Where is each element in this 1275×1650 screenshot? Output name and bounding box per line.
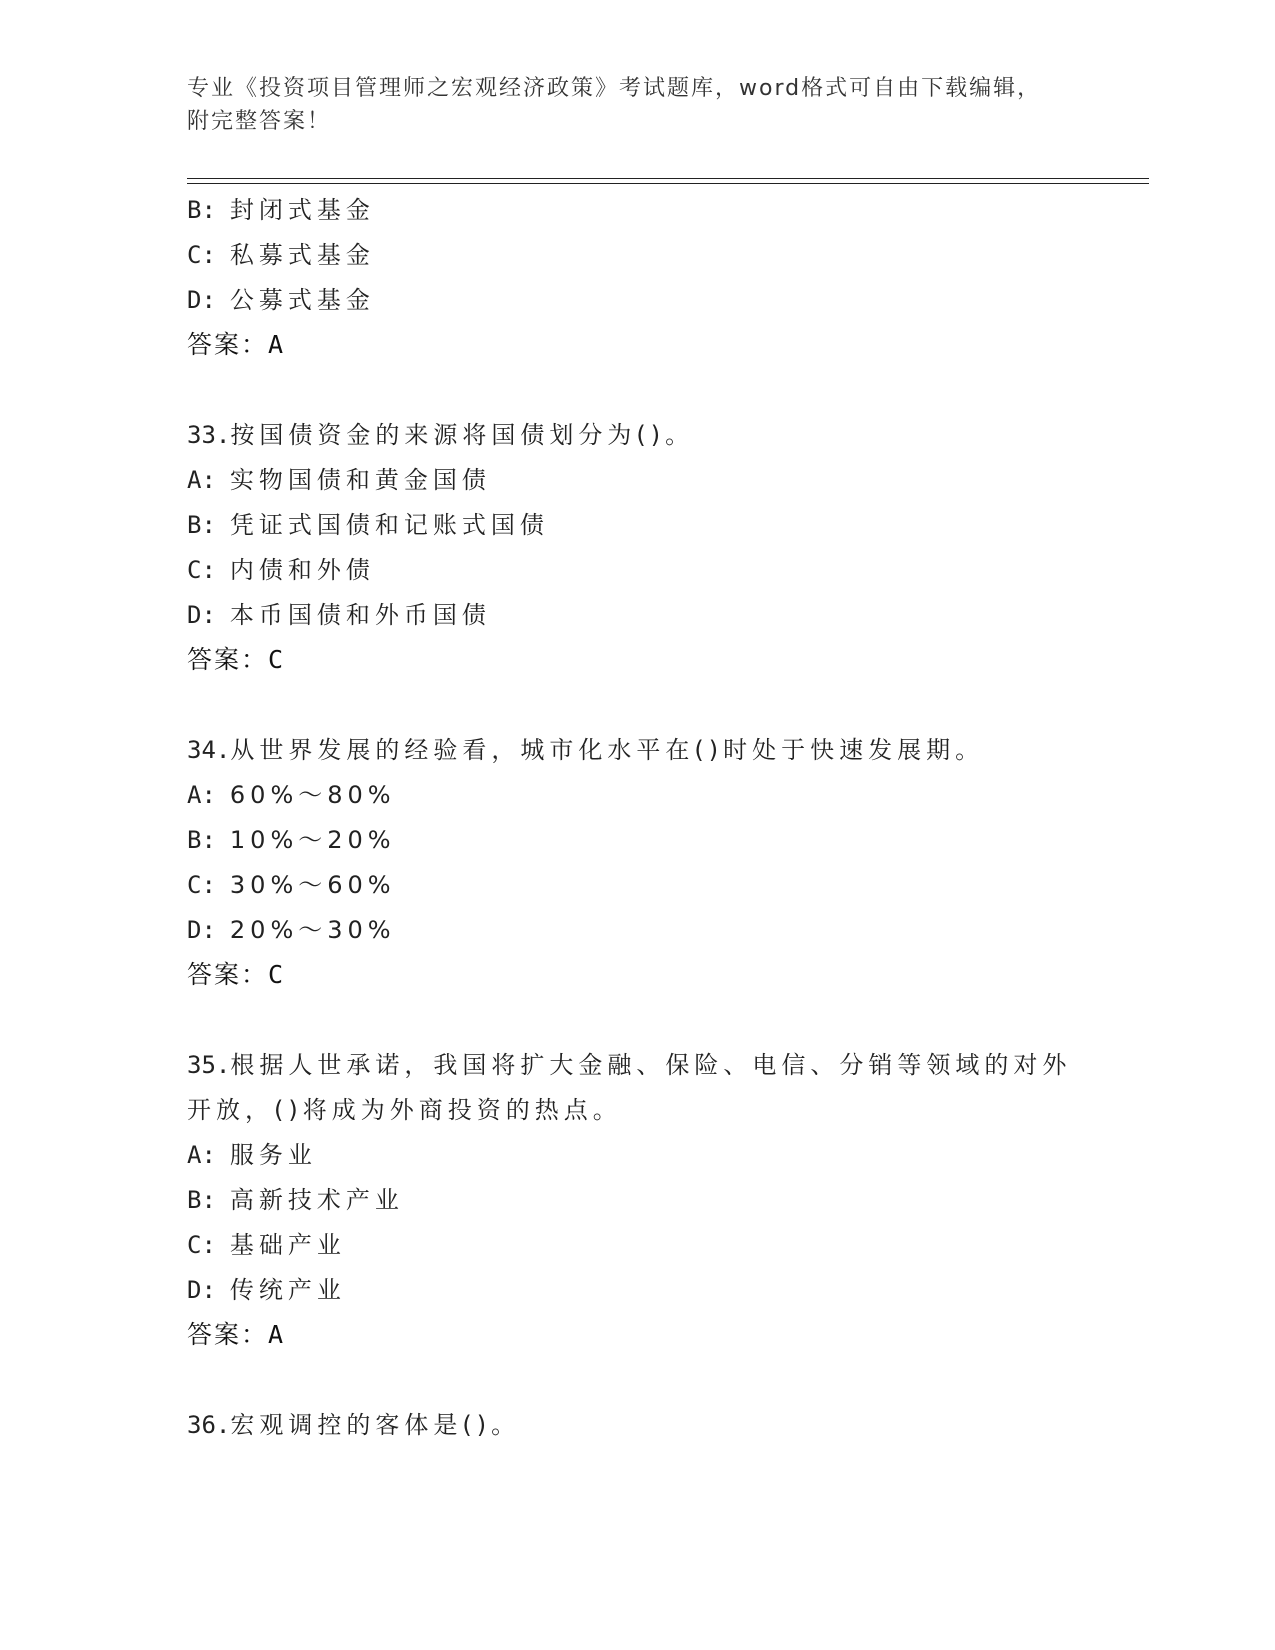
option-text: 传统产业	[229, 1276, 346, 1304]
question-text: 宏观调控的客体是()。	[230, 1411, 521, 1439]
answer-label: 答案：	[187, 646, 269, 674]
question-text: 按国债资金的来源将国债划分为()。	[230, 421, 695, 449]
option-label: B:	[187, 826, 216, 854]
question-number: 35.	[187, 1051, 231, 1079]
answer-value: C	[268, 960, 284, 989]
option-row	[187, 775, 396, 815]
header-line-2: 附完整答案！	[187, 109, 332, 134]
option-label: C:	[187, 1231, 216, 1259]
option-row	[187, 1180, 404, 1220]
answer-value: A	[268, 330, 284, 359]
option-text: 服务业	[229, 1141, 317, 1169]
option-text: 20%～30%	[229, 916, 396, 944]
answer-label: 答案：	[187, 331, 269, 359]
option-label: B:	[187, 1186, 216, 1214]
option-label: C:	[187, 871, 216, 899]
option-row	[187, 550, 375, 590]
header-divider-top	[187, 178, 1149, 179]
question-number: 36.	[187, 1411, 231, 1439]
option-row	[187, 1270, 346, 1310]
option-row	[187, 1135, 317, 1175]
option-label: B:	[187, 511, 216, 539]
question-stem	[187, 1045, 1071, 1085]
answer-label: 答案：	[187, 1321, 269, 1349]
option-label: D:	[187, 286, 216, 314]
option-text: 公募式基金	[229, 286, 375, 314]
option-text: 私募式基金	[229, 241, 375, 269]
document-header	[187, 72, 1087, 138]
answer-row	[187, 955, 283, 995]
option-label: D:	[187, 916, 216, 944]
option-row	[187, 280, 375, 320]
option-text: 内债和外债	[229, 556, 375, 584]
option-text: 凭证式国债和记账式国债	[229, 511, 549, 539]
option-label: C:	[187, 556, 216, 584]
option-row	[187, 595, 491, 635]
option-label: D:	[187, 601, 216, 629]
answer-row	[187, 1315, 283, 1355]
option-row	[187, 190, 375, 230]
option-text: 10%～20%	[229, 826, 396, 854]
option-text: 本币国债和外币国债	[229, 601, 491, 629]
option-text: 60%～80%	[229, 781, 396, 809]
question-stem	[187, 415, 694, 455]
answer-row	[187, 325, 283, 365]
option-row	[187, 910, 396, 950]
question-text: 从世界发展的经验看，城市化水平在()时处于快速发展期。	[230, 736, 985, 764]
answer-value: A	[268, 1320, 284, 1349]
answer-label: 答案：	[187, 961, 269, 989]
option-row	[187, 1225, 346, 1265]
question-text-line-1: 根据人世承诺，我国将扩大金融、保险、电信、分销等领域的对外	[230, 1051, 1072, 1079]
question-stem-continued	[187, 1090, 622, 1130]
option-text: 实物国债和黄金国债	[229, 466, 491, 494]
question-text-line-2: 开放，()将成为外商投资的热点。	[187, 1096, 622, 1124]
question-number: 34.	[187, 736, 231, 764]
option-label: C:	[187, 241, 216, 269]
answer-value: C	[268, 645, 284, 674]
question-number: 33.	[187, 421, 231, 449]
option-text: 封闭式基金	[229, 196, 375, 224]
option-row	[187, 865, 396, 905]
option-text: 30%～60%	[229, 871, 396, 899]
header-line-1: 专业《投资项目管理师之宏观经济政策》考试题库，word格式可自由下载编辑，	[187, 76, 1042, 101]
option-row	[187, 235, 375, 275]
option-text: 高新技术产业	[229, 1186, 404, 1214]
option-label: A:	[187, 1141, 216, 1169]
header-divider-bottom	[187, 183, 1149, 184]
answer-row	[187, 640, 283, 680]
question-stem	[187, 730, 984, 770]
option-label: A:	[187, 781, 216, 809]
option-label: D:	[187, 1276, 216, 1304]
option-label: B:	[187, 196, 216, 224]
option-label: A:	[187, 466, 216, 494]
question-stem	[187, 1405, 520, 1445]
option-row	[187, 820, 396, 860]
option-row	[187, 505, 549, 545]
option-row	[187, 460, 491, 500]
option-text: 基础产业	[229, 1231, 346, 1259]
